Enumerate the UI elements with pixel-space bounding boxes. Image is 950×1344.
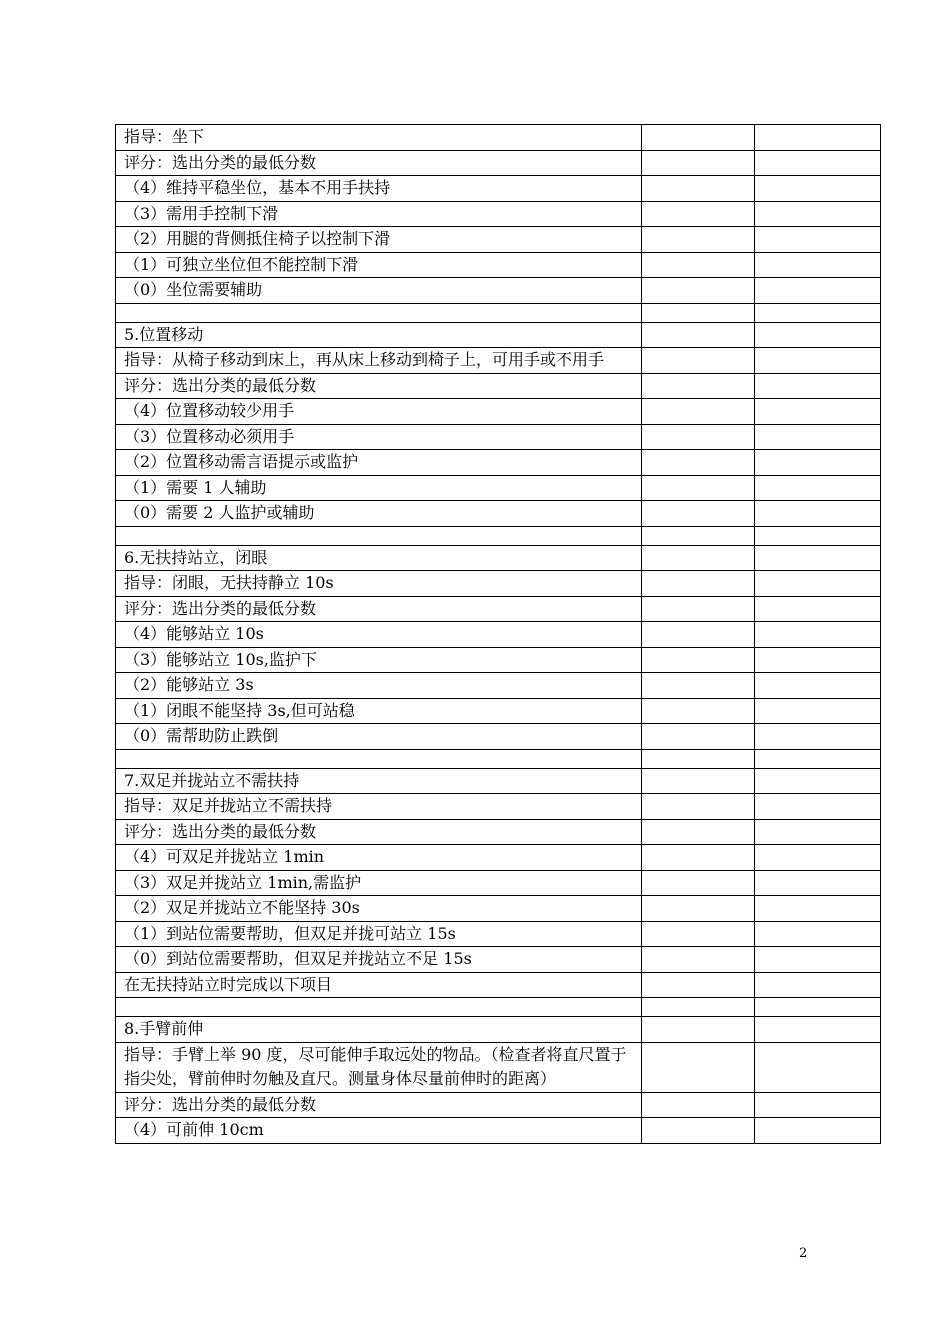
- table-row: [116, 303, 881, 322]
- item-text-cell: 6.无扶持站立，闭眼: [116, 545, 642, 571]
- score-cell: [642, 819, 755, 845]
- table-row: [116, 322, 881, 348]
- table-row: [116, 201, 881, 227]
- score-cell: [755, 303, 881, 322]
- score-cell: [642, 348, 755, 374]
- item-text-cell: （2）双足并拢站立不能坚持 30s: [116, 896, 642, 922]
- score-cell: [755, 475, 881, 501]
- item-text-cell: （3）能够站立 10s,监护下: [116, 647, 642, 673]
- score-cell: [755, 201, 881, 227]
- score-cell: [755, 673, 881, 699]
- score-cell: [755, 227, 881, 253]
- table-row: [116, 278, 881, 304]
- item-text-cell: 指导：闭眼，无扶持静立 10s: [116, 571, 642, 597]
- table-row: [116, 1042, 881, 1092]
- score-cell: [642, 399, 755, 425]
- score-cell: [755, 596, 881, 622]
- score-cell: [642, 596, 755, 622]
- table-row: [116, 819, 881, 845]
- score-cell: [755, 526, 881, 545]
- table-row: [116, 724, 881, 750]
- item-text-cell: 指导：双足并拢站立不需扶持: [116, 794, 642, 820]
- item-text-cell: 评分：选出分类的最低分数: [116, 819, 642, 845]
- score-cell: [755, 125, 881, 151]
- score-cell: [755, 150, 881, 176]
- item-text-cell: 评分：选出分类的最低分数: [116, 596, 642, 622]
- table-row: [116, 545, 881, 571]
- item-text-cell: （1）可独立坐位但不能控制下滑: [116, 252, 642, 278]
- score-cell: [642, 921, 755, 947]
- score-cell: [642, 150, 755, 176]
- item-text-cell: （2）能够站立 3s: [116, 673, 642, 699]
- table-row: [116, 1017, 881, 1043]
- item-text-cell: （1）闭眼不能坚持 3s,但可站稳: [116, 698, 642, 724]
- score-cell: [755, 972, 881, 998]
- score-cell: [642, 227, 755, 253]
- table-row: [116, 424, 881, 450]
- table-row: [116, 749, 881, 768]
- score-cell: [755, 794, 881, 820]
- table-row: [116, 227, 881, 253]
- score-cell: [642, 303, 755, 322]
- score-cell: [642, 768, 755, 794]
- score-cell: [642, 947, 755, 973]
- table-row: [116, 373, 881, 399]
- score-cell: [642, 373, 755, 399]
- score-cell: [642, 845, 755, 871]
- score-cell: [642, 501, 755, 527]
- score-cell: [642, 322, 755, 348]
- table-row: [116, 348, 881, 374]
- item-text-cell: [116, 998, 642, 1017]
- score-cell: [755, 1118, 881, 1144]
- item-text-cell: （4）可前伸 10cm: [116, 1118, 642, 1144]
- score-cell: [642, 125, 755, 151]
- score-cell: [642, 252, 755, 278]
- item-text-cell: （4）能够站立 10s: [116, 622, 642, 648]
- score-cell: [642, 794, 755, 820]
- score-cell: [755, 571, 881, 597]
- score-cell: [642, 450, 755, 476]
- score-cell: [755, 450, 881, 476]
- item-text-cell: [116, 303, 642, 322]
- item-text-cell: [116, 526, 642, 545]
- score-cell: [755, 278, 881, 304]
- item-text-cell: 评分：选出分类的最低分数: [116, 373, 642, 399]
- item-text-cell: （2）位置移动需言语提示或监护: [116, 450, 642, 476]
- score-cell: [642, 972, 755, 998]
- score-cell: [642, 1042, 755, 1092]
- score-cell: [755, 545, 881, 571]
- table-row: [116, 176, 881, 202]
- table-row: [116, 896, 881, 922]
- table-row: [116, 921, 881, 947]
- table-row: [116, 998, 881, 1017]
- score-cell: [755, 322, 881, 348]
- score-cell: [642, 698, 755, 724]
- score-cell: [755, 348, 881, 374]
- score-cell: [755, 424, 881, 450]
- item-text-cell: 指导：手臂上举 90 度，尽可能伸手取远处的物品。（检查者将直尺置于指尖处，臂前伸时勿触及直尺。测量身体尽量前伸时的距离）: [116, 1042, 642, 1092]
- item-text-cell: （3）双足并拢站立 1min,需监护: [116, 870, 642, 896]
- item-text-cell: 指导：从椅子移动到床上，再从床上移动到椅子上，可用手或不用手: [116, 348, 642, 374]
- score-cell: [642, 870, 755, 896]
- score-cell: [755, 1042, 881, 1092]
- score-cell: [755, 819, 881, 845]
- score-cell: [755, 998, 881, 1017]
- score-cell: [642, 998, 755, 1017]
- table-row: [116, 768, 881, 794]
- score-cell: [642, 749, 755, 768]
- score-cell: [755, 845, 881, 871]
- item-text-cell: 在无扶持站立时完成以下项目: [116, 972, 642, 998]
- table-row: [116, 475, 881, 501]
- score-cell: [642, 545, 755, 571]
- score-cell: [755, 373, 881, 399]
- table-row: [116, 1092, 881, 1118]
- item-text-cell: （2）用腿的背侧抵住椅子以控制下滑: [116, 227, 642, 253]
- score-cell: [642, 1092, 755, 1118]
- item-text-cell: （4）维持平稳坐位，基本不用手扶持: [116, 176, 642, 202]
- score-cell: [642, 647, 755, 673]
- table-row: [116, 252, 881, 278]
- score-cell: [642, 201, 755, 227]
- item-text-cell: 8.手臂前伸: [116, 1017, 642, 1043]
- item-text-cell: （4）位置移动较少用手: [116, 399, 642, 425]
- item-text-cell: [116, 749, 642, 768]
- score-cell: [755, 399, 881, 425]
- score-cell: [755, 698, 881, 724]
- item-text-cell: （0）需帮助防止跌倒: [116, 724, 642, 750]
- score-cell: [755, 622, 881, 648]
- score-cell: [642, 571, 755, 597]
- page-number: 2: [799, 1246, 808, 1261]
- item-text-cell: 指导：坐下: [116, 125, 642, 151]
- item-text-cell: （0）到站位需要帮助，但双足并拢站立不足 15s: [116, 947, 642, 973]
- table-row: [116, 647, 881, 673]
- table-row: [116, 450, 881, 476]
- table-row: [116, 571, 881, 597]
- table-row: [116, 845, 881, 871]
- score-cell: [755, 252, 881, 278]
- table-row: [116, 501, 881, 527]
- score-cell: [642, 896, 755, 922]
- score-cell: [755, 1092, 881, 1118]
- score-cell: [642, 526, 755, 545]
- item-text-cell: 评分：选出分类的最低分数: [116, 1092, 642, 1118]
- score-cell: [642, 475, 755, 501]
- item-text-cell: （3）位置移动必须用手: [116, 424, 642, 450]
- table-row: [116, 150, 881, 176]
- item-text-cell: （3）需用手控制下滑: [116, 201, 642, 227]
- table-row: [116, 794, 881, 820]
- score-cell: [755, 768, 881, 794]
- score-cell: [755, 647, 881, 673]
- score-cell: [642, 1118, 755, 1144]
- item-text-cell: 评分：选出分类的最低分数: [116, 150, 642, 176]
- item-text-cell: （0）需要 2 人监护或辅助: [116, 501, 642, 527]
- table-row: [116, 698, 881, 724]
- table-row: [116, 972, 881, 998]
- table-row: [116, 622, 881, 648]
- item-text-cell: 7.双足并拢站立不需扶持: [116, 768, 642, 794]
- score-cell: [755, 501, 881, 527]
- score-cell: [642, 424, 755, 450]
- item-text-cell: 5.位置移动: [116, 322, 642, 348]
- score-cell: [755, 1017, 881, 1043]
- table-row: [116, 399, 881, 425]
- table-row: [116, 947, 881, 973]
- table-row: [116, 870, 881, 896]
- table-row: [116, 673, 881, 699]
- table-row: [116, 125, 881, 151]
- score-cell: [755, 921, 881, 947]
- score-cell: [642, 278, 755, 304]
- item-text-cell: （1）到站位需要帮助，但双足并拢可站立 15s: [116, 921, 642, 947]
- score-cell: [642, 1017, 755, 1043]
- item-text-cell: （1）需要 1 人辅助: [116, 475, 642, 501]
- score-cell: [642, 176, 755, 202]
- item-text-cell: （0）坐位需要辅助: [116, 278, 642, 304]
- score-cell: [642, 673, 755, 699]
- score-cell: [755, 176, 881, 202]
- assessment-table: [115, 124, 881, 1144]
- score-cell: [755, 947, 881, 973]
- table-row: [116, 1118, 881, 1144]
- table-row: [116, 526, 881, 545]
- score-cell: [642, 724, 755, 750]
- score-cell: [755, 896, 881, 922]
- score-cell: [755, 870, 881, 896]
- score-cell: [755, 749, 881, 768]
- item-text-cell: （4）可双足并拢站立 1min: [116, 845, 642, 871]
- score-cell: [642, 622, 755, 648]
- table-row: [116, 596, 881, 622]
- score-cell: [755, 724, 881, 750]
